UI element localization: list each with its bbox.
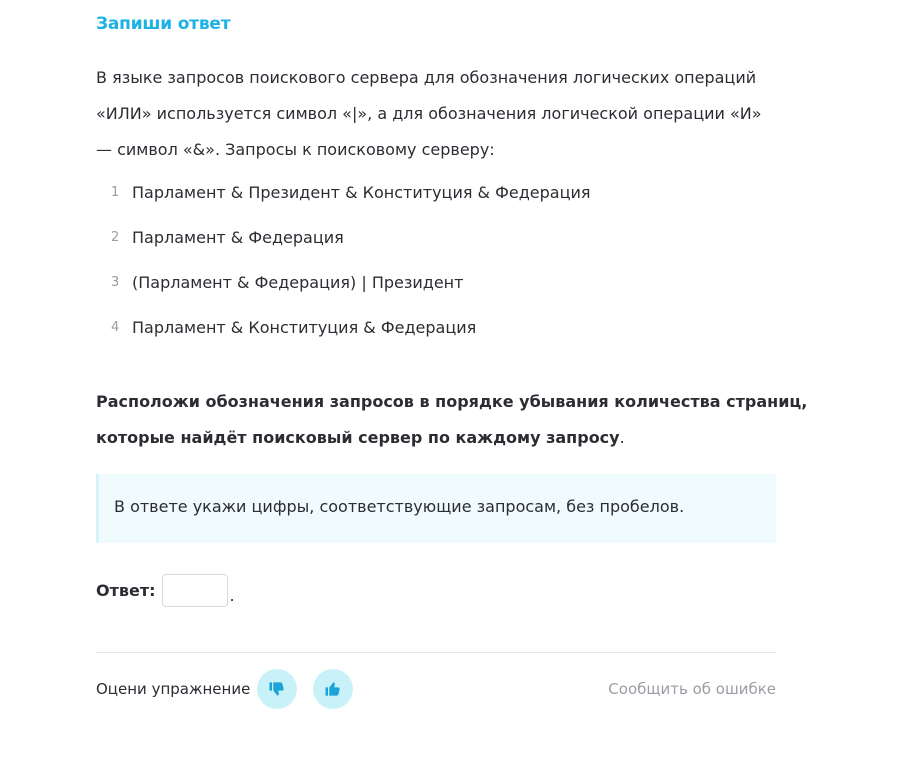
query-text: Парламент & Федерация	[132, 228, 344, 247]
task-title: Запиши ответ	[96, 14, 231, 34]
intro-line: — символ «&». Запросы к поисковому серверу:	[96, 140, 495, 159]
rate-label: Оцени упражнение	[96, 680, 251, 698]
query-item	[96, 272, 591, 317]
answer-suffix: .	[229, 586, 235, 605]
like-button[interactable]	[313, 669, 353, 709]
intro-line: В языке запросов поискового сервера для обозначения логических операций	[96, 68, 757, 87]
answer-input[interactable]	[162, 574, 228, 607]
intro-line: «ИЛИ» используется символ «|», а для обозначения логической операции «И»	[96, 104, 762, 123]
thumbs-down-icon	[267, 679, 287, 699]
query-number: 4	[111, 320, 120, 335]
instruction-line: Расположи обозначения запросов в порядке убывания количества страниц,	[96, 392, 808, 411]
query-item	[96, 317, 591, 362]
answer-label: Ответ:	[96, 581, 156, 600]
query-list	[96, 182, 591, 362]
query-text: Парламент & Президент & Конституция & Федерация	[132, 183, 591, 202]
query-text: (Парламент & Федерация) | Президент	[132, 273, 464, 292]
query-number: 3	[111, 275, 120, 290]
hint-text: В ответе укажи цифры, соответствующие запросам, без пробелов.	[114, 497, 685, 516]
report-error-link[interactable]: Сообщить об ошибке	[608, 680, 776, 698]
query-item	[96, 227, 591, 272]
query-text: Парламент & Конституция & Федерация	[132, 318, 477, 337]
answer-row	[96, 574, 235, 607]
footer-divider	[96, 652, 776, 653]
query-number: 1	[111, 185, 120, 200]
task-intro	[96, 60, 796, 168]
dislike-button[interactable]	[257, 669, 297, 709]
query-number: 2	[111, 230, 120, 245]
hint-box	[96, 474, 776, 543]
query-item	[96, 182, 591, 227]
instruction-period: .	[619, 428, 625, 447]
thumbs-up-icon	[323, 679, 343, 699]
task-instruction	[96, 384, 807, 456]
instruction-line: которые найдёт поисковый сервер по каждому запросу	[96, 428, 620, 447]
